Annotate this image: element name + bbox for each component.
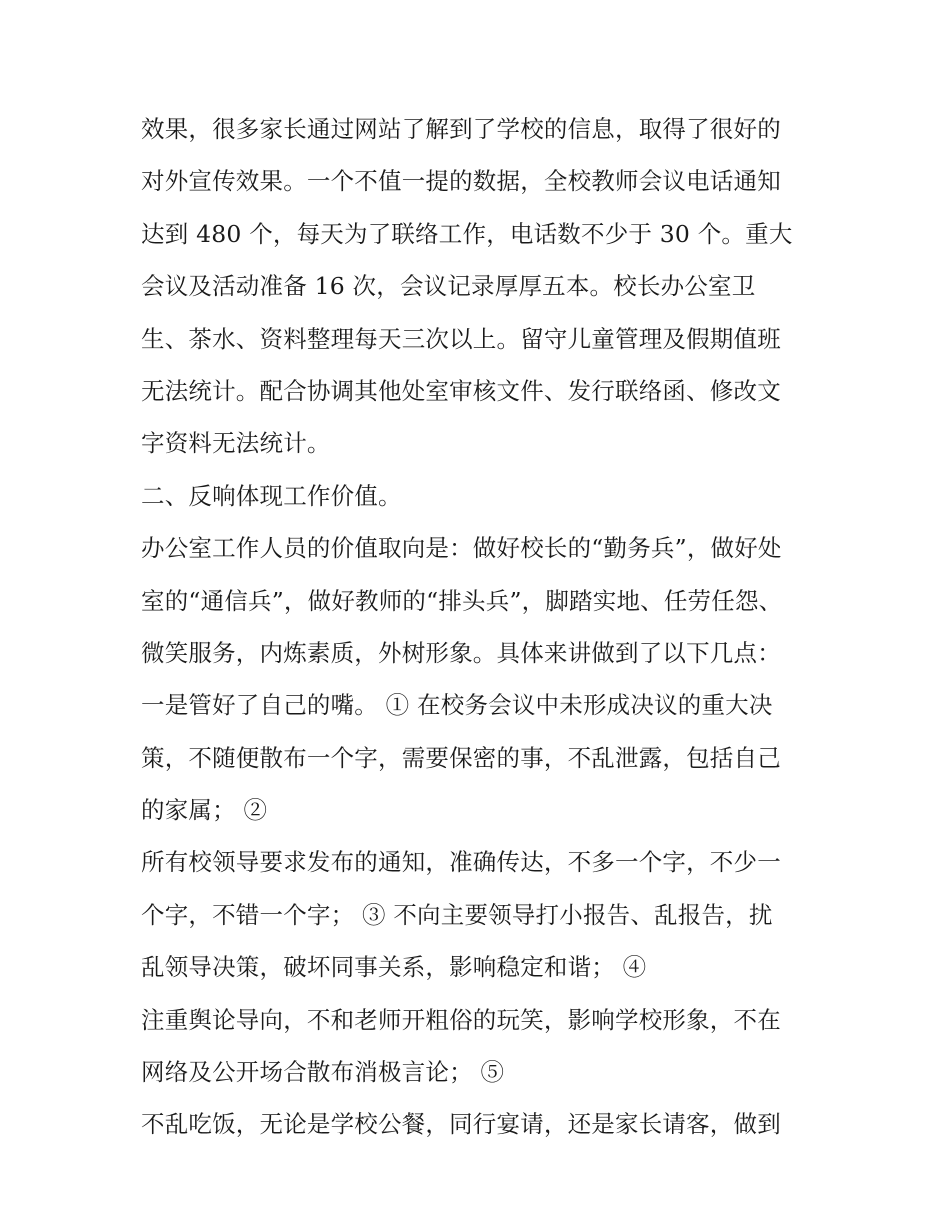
text-line: 会议及活动准备 16 次，会议记录厚厚五本。校长办公室卫 [141,272,756,301]
text-line: 策，不随便散布一个字，需要保密的事，不乱泄露，包括自己 [141,743,781,772]
text-line: 对外宣传效果。一个不值一提的数据，全校教师会议电话通知 [141,167,781,196]
text-line: 效果，很多家长通过网站了解到了学校的信息，取得了很好的 [141,115,781,143]
text-line: 微笑服务，内炼素质，外树形象。具体来讲做到了以下几点： [141,638,781,667]
text-line: 达到 480 个，每天为了联络工作，电话数不少于 30 个。重大 [141,219,793,248]
text-line: 生、茶水、资料整理每天三次以上。留守儿童管理及假期值班 [141,324,781,353]
text-line: 不乱吃饭，无论是学校公餐，同行宴请，还是家长请客，做到 [141,1110,781,1139]
text-line: 字资料无法统计。 [141,429,331,458]
text-line: 室的“通信兵”，做好教师的“排头兵”，脚踏实地、任劳任怨、 [141,586,783,615]
text-line: 办公室工作人员的价值取向是：做好校长的“勤务兵”，做好处 [141,534,782,563]
document-body [141,103,821,1151]
text-line: 无法统计。配合协调其他处室审核文件、发行联络函、修改文 [141,376,781,405]
text-line: 乱领导决策，破坏同事关系，影响稳定和谐； ④ [141,953,647,982]
text-line: 个字，不错一个字； ③ 不向主要领导打小报告、乱报告，扰 [141,900,773,929]
text-line: 一是管好了自己的嘴。 ① 在校务会议中未形成决议的重大决 [141,691,773,720]
text-line: 所有校领导要求发布的通知，准确传达，不多一个字，不少一 [141,848,781,877]
text-line: 注重舆论导向，不和老师开粗俗的玩笑，影响学校形象，不在 [141,1005,781,1034]
text-line: 网络及公开场合散布消极言论； ⑤ [141,1058,505,1087]
text-line: 的家属； ② [141,796,268,825]
section-heading: 二、反响体现工作价值。 [141,481,402,510]
